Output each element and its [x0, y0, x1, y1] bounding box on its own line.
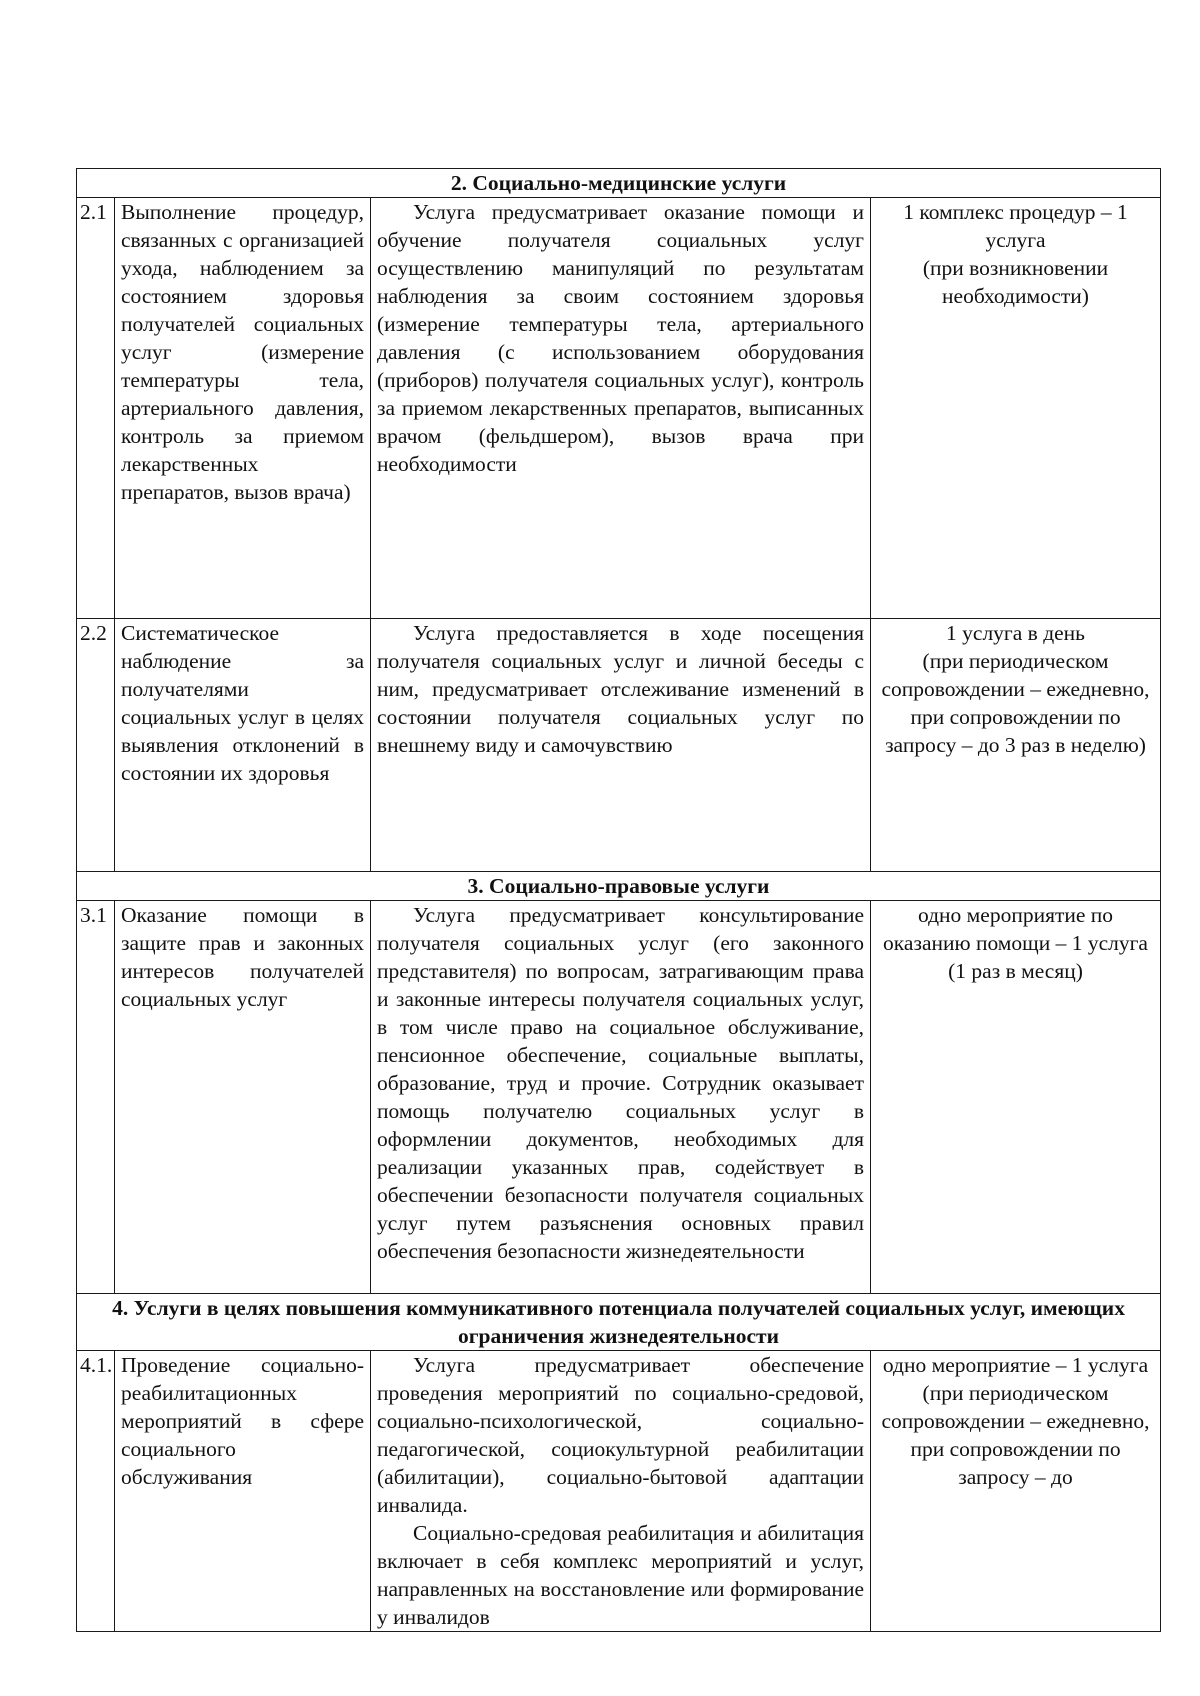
service-name: Оказание помощи в защите прав и законных интересов получателей социальных услуг — [115, 901, 371, 1294]
service-volume — [871, 901, 1161, 1294]
row-number: 2.2 — [77, 619, 115, 872]
row-number: 4.1. — [77, 1351, 115, 1632]
description-paragraph: Услуга предусматривает оказание помощи и обучение получателя социальных услуг осуществлению манипуляций по результатам наблюдения за своим состоянием здоровья (измерение температуры тела, артериального давления (с использованием оборудования (приборов) получателя социальных услуг), контроль за приемом лекарственных препаратов, выписанных врачом (фельдшером), вызов врача при необходимости — [377, 200, 864, 476]
volume-condition: (1 раз в месяц) — [948, 959, 1083, 983]
table-row — [77, 901, 1161, 1294]
service-name: Проведение социально-реабилитационных мероприятий в сфере социального обслуживания — [115, 1351, 371, 1632]
table-row — [77, 1351, 1161, 1632]
section-header-row — [77, 1294, 1161, 1351]
service-name: Выполнение процедур, связанных с организацией ухода, наблюдением за состоянием здоровья получателей социальных услуг (измерение температуры тела, артериального давления, контроль за приемом лекарственных препаратов, вызов врача) — [115, 198, 371, 619]
service-description — [371, 198, 871, 619]
volume-condition: (при периодическом сопровождении – ежедневно, при сопровождении по запросу – до 3 раз в неделю) — [881, 649, 1150, 757]
row-number: 2.1 — [77, 198, 115, 619]
section-title: 2. Социально-медицинские услуги — [77, 169, 1161, 198]
service-description — [371, 1351, 871, 1632]
service-volume — [871, 619, 1161, 872]
table-row — [77, 619, 1161, 872]
volume-amount: одно мероприятие по оказанию помощи – 1 услуга — [883, 903, 1148, 955]
service-description — [371, 901, 871, 1294]
section-title: 4. Услуги в целях повышения коммуникативного потенциала получателей социальных услуг, имеющих ограничения жизнедеятельности — [77, 1294, 1161, 1351]
volume-condition: (при возникновении необходимости) — [922, 256, 1109, 308]
volume-condition: (при периодическом сопровождении – ежедневно, при сопровождении по запросу – до — [881, 1381, 1150, 1489]
service-volume — [871, 1351, 1161, 1632]
row-number: 3.1 — [77, 901, 115, 1294]
section-header-row — [77, 872, 1161, 901]
section-title: 3. Социально-правовые услуги — [77, 872, 1161, 901]
volume-amount: одно мероприятие – 1 услуга — [882, 1353, 1149, 1377]
description-paragraph: Социально-средовая реабилитация и абилитация включает в себя комплекс мероприятий и услуг, направленных на восстановление или формирование у инвалидов — [377, 1521, 864, 1629]
volume-amount: 1 комплекс процедур – 1 услуга — [903, 200, 1128, 252]
description-paragraph: Услуга предусматривает обеспечение проведения мероприятий по социально-средовой, социально-психологической, социально-педагогической, социокультурной реабилитации (абилитации), социально-бытовой адаптации инвалида. — [377, 1353, 864, 1517]
volume-amount: 1 услуга в день — [946, 621, 1085, 645]
services-table — [76, 168, 1161, 1632]
service-description — [371, 619, 871, 872]
description-paragraph: Услуга предусматривает консультирование получателя социальных услуг (его законного представителя) по вопросам, затрагивающим права и законные интересы получателя социальных услуг, в том числе право на социальное обслуживание, пенсионное обеспечение, социальные выплаты, образование, труд и прочие. Сотрудник оказывает помощь получателю социальных услуг в оформлении документов, необходимых для реализации указанных прав, содействует в обеспечении безопасности получателя социальных услуг путем разъяснения основных правил обеспечения безопасности жизнедеятельности — [377, 903, 864, 1263]
service-volume — [871, 198, 1161, 619]
table-row — [77, 198, 1161, 619]
service-name: Систематическое наблюдение за получателями социальных услуг в целях выявления отклонений в состоянии их здоровья — [115, 619, 371, 872]
description-paragraph: Услуга предоставляется в ходе посещения получателя социальных услуг и личной беседы с ним, предусматривает отслеживание изменений в состоянии получателя социальных услуг по внешнему виду и самочувствию — [377, 621, 864, 757]
section-header-row — [77, 169, 1161, 198]
